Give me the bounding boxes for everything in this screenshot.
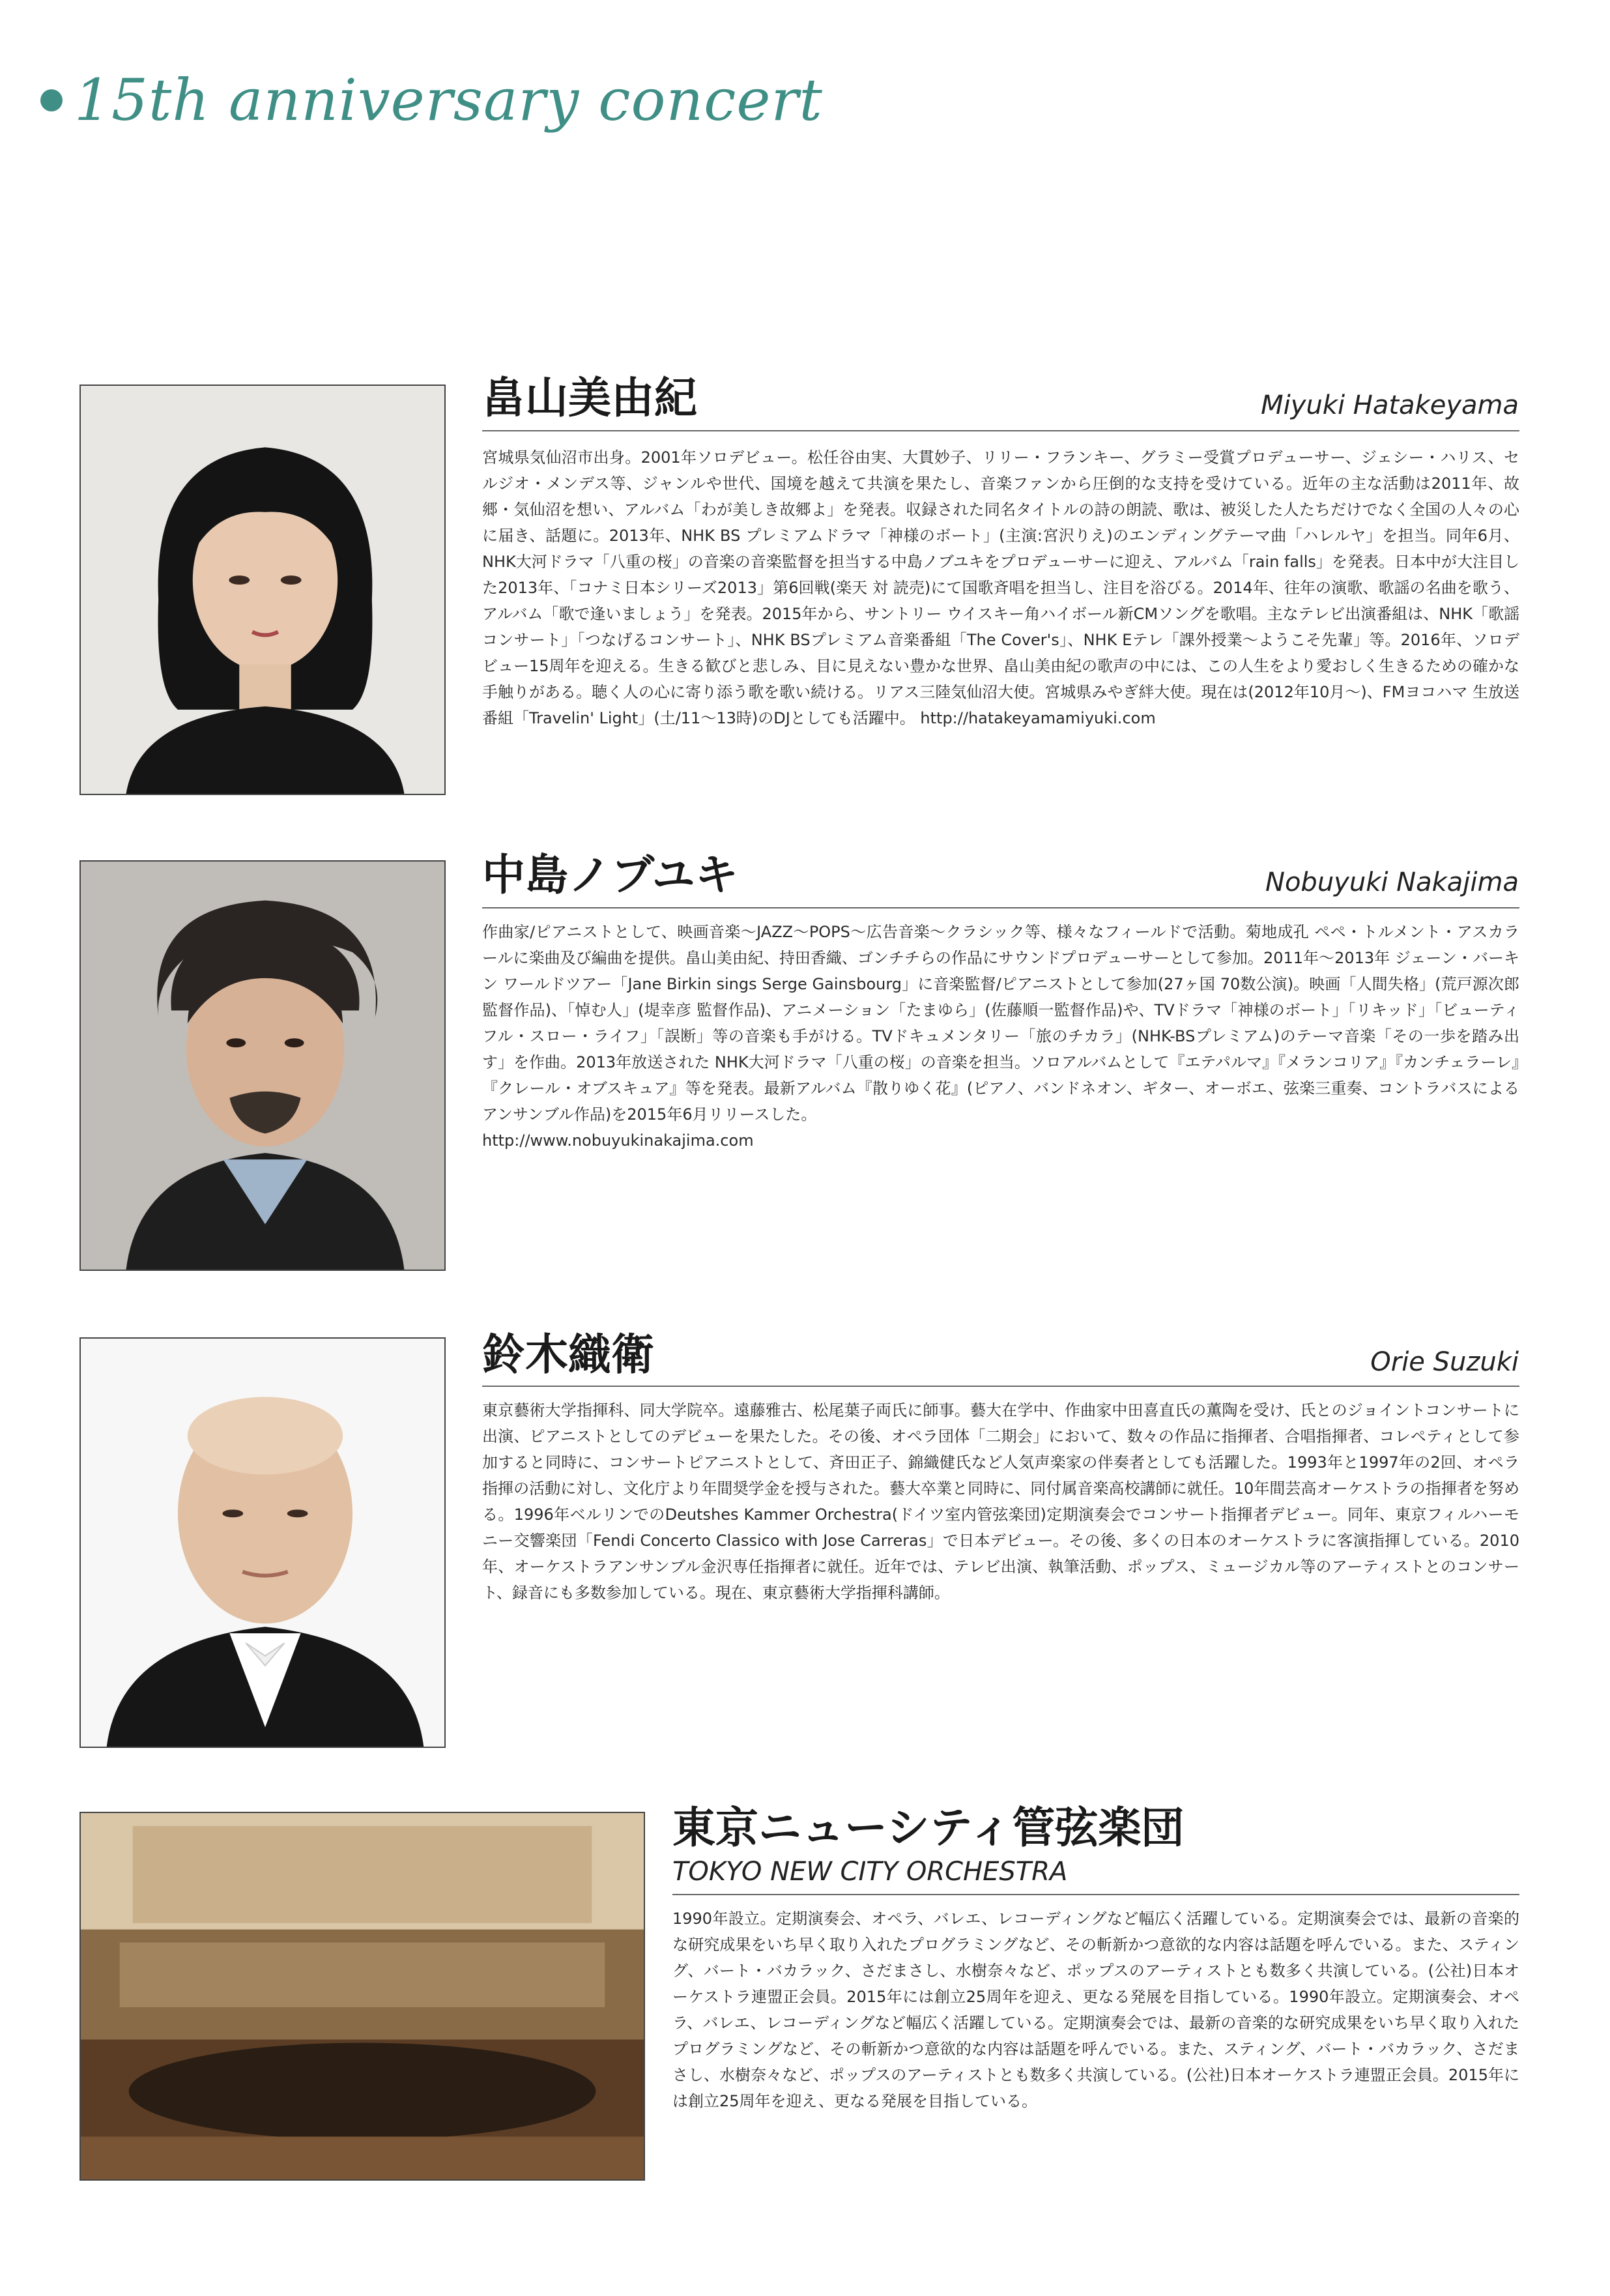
portrait-conductor-icon xyxy=(81,1339,444,1747)
divider xyxy=(482,1386,1519,1387)
performer-bio xyxy=(482,919,1519,1154)
photo-nobuyuki-nakajima xyxy=(79,860,446,1271)
performer-bio: 1990年設立。定期演奏会、オペラ、バレエ、レコーディングなど幅広く活躍している。定期演奏会では、最新の音楽的な研究成果をいち早く取り入れたプログラミングなど、その斬新かつ意欲的な内容は話題を呼んでいる。また、スティング、バート・バカラック、さだまさし、水樹奈々など、ポップスのアーティストとも数多く共演している。(公社)日本オーケストラ連盟正会員。2015年には創立25周年を迎え、更なる発展を目指している。1990年設立。定期演奏会、オペラ、バレエ、レコーディングなど幅広く活躍している。定期演奏会では、最新の音楽的な研究成果をいち早く取り入れたプログラミングなど、その斬新かつ意欲的な内容は話題を呼んでいる。また、スティング、バート・バカラック、さだまさし、水樹奈々など、ポップスのアーティストとも数多く共演している。(公社)日本オーケストラ連盟正会員。2015年には創立25周年を迎え、更なる発展を目指している。 xyxy=(672,1910,1519,2110)
portrait-man-icon xyxy=(81,862,444,1270)
performer-name: 東京ニューシティ管弦楽団 xyxy=(672,1803,1185,1853)
bio-text: 作曲家/ピアニストとして、映画音楽〜JAZZ〜POPS〜広告音楽〜クラシック等、様々なフィールドで活動。菊地成孔 ペペ・トルメント・アスカラールに楽曲及び編曲を提供。畠山美由紀、持田香織、ゴンチチらの作品にサウンドプロデューサーとして参加。2011年〜2013年 ジェーン・バーキン ワールドツアー「Jane Birkin sings Serge Gainsbourg」に音楽監督/ピアニストとして参加(27ヶ国 70数公演)。映画「人間失格」(荒戸源次郎 監督作品)、「悼む人」(堤幸彦 監督作品)、アニメーション「たまゆら」(佐藤順一監督作品)や、TVドラマ「神様のボート」「リキッド」「ビューティフル・スロー・ライフ」「誤断」等の音楽も手がける。TVドキュメンタリー「旅のチカラ」(NHK-BSプレミアム)のテーマ音楽「その一歩を踏み出す」を作曲。2013年放送された NHK大河ドラマ「八重の桜」の音楽を担当。ソロアルバムとして『エテパルマ』『メランコリア』『カンチェラーレ』『クレール・オブスキュア』等を発表。最新アルバム『散りゆく花』(ピアノ、バンドネオン、ギター、オーボエ、弦楽三重奏、コントラバスによるアンサンブル作品)を2015年6月リリースした。 xyxy=(482,923,1520,1124)
photo-orie-suzuki xyxy=(79,1337,446,1748)
performer-roman-name: Orie Suzuki xyxy=(1370,1347,1519,1377)
performer-name: 中島ノブユキ xyxy=(482,850,738,900)
page-header xyxy=(40,66,823,134)
photo-miyuki-hatakeyama xyxy=(79,385,446,795)
performer-name: 鈴木織衛 xyxy=(482,1330,654,1380)
bullet-dot-icon xyxy=(40,89,63,111)
performer-roman-name: TOKYO NEW CITY ORCHESTRA xyxy=(672,1857,1068,1887)
divider xyxy=(482,430,1519,431)
website-link[interactable]: http://www.nobuyukinakajima.com xyxy=(482,1131,754,1150)
portrait-woman-icon xyxy=(81,386,444,794)
performer-bio: 宮城県気仙沼市出身。2001年ソロデビュー。松任谷由実、大貫妙子、リリー・フランキー、グラミー受賞プロデューサー、ジェシー・ハリス、セルジオ・メンデス等、ジャンルや世代、国境を越えて共演を果たし、音楽ファンから圧倒的な支持を受けている。近年の主な活動は2011年、故郷・気仙沼を想い、アルバム「わが美しき故郷よ」を発表。収録された同名タイトルの詩の朗読、歌は、被災した人たちだけでなく全国の人々の心に届き、話題に。2013年、NHK BS プレミアムドラマ「神様のボート」(主演:宮沢りえ)のエンディングテーマ曲「ハレルヤ」を担当。同年6月、NHK大河ドラマ「八重の桜」の音楽の音楽監督を担当する中島ノブユキをプロデューサーに迎え、アルバム「rain falls」を発表。日本中が大注目した2013年、「コナミ日本シリーズ2013」第6回戦(楽天 対 読売)にて国歌斉唱を担当し、注目を浴びる。2014年、往年の演歌、歌謡の名曲を歌う、アルバム「歌で逢いましょう」を発表。2015年から、サントリー ウイスキー角ハイボール新CMソングを歌唱。主なテレビ出演番組は、NHK「歌謡コンサート」「つなげるコンサート」、NHK BSプレミアム音楽番組「The Cover's」、NHK Eテレ「課外授業〜ようこそ先輩」等。2016年、ソロデビュー15周年を迎える。生きる歓びと悲しみ、目に見えない豊かな世界、畠山美由紀の歌声の中には、この人生をより愛おしく生きるための確かな手触りがある。聴く人の心に寄り添う歌を歌い続ける。リアス三陸気仙沼大使。宮城県みやぎ絆大使。現在は(2012年10月〜)、FMヨコハマ 生放送番組「Travelin' Light」(土/11〜13時)のDJとしても活躍中。 http://hatakeyamamiyuki.com xyxy=(482,448,1519,727)
photo-tokyo-new-city-orchestra xyxy=(79,1812,645,2181)
performer-roman-name: Nobuyuki Nakajima xyxy=(1265,867,1519,897)
performer-roman-name: Miyuki Hatakeyama xyxy=(1261,390,1519,420)
divider xyxy=(482,907,1519,908)
performer-bio: 東京藝術大学指揮科、同大学院卒。遠藤雅古、松尾葉子両氏に師事。藝大在学中、作曲家中田喜直氏の薫陶を受け、氏とのジョイントコンサートに出演、ピアニストとしてのデビューを果たした。その後、オペラ団体「二期会」において、数々の作品に指揮者、合唱指揮者、コレペティとして参加すると同時に、コンサートピアニストとして、斉田正子、錦織健氏など人気声楽家の伴奏者としても活躍した。1993年と1997年の2回、オペラ指揮の活動に対し、文化庁より年間奨学金を授与された。藝大卒業と同時に、同付属音楽高校講師に就任。10年間芸高オーケストラの指揮者を努める。1996年ベルリンでのDeutshes Kammer Orchestra(ドイツ室内管弦楽団)定期演奏会でコンサート指揮者デビュー。同年、東京フィルハーモニー交響楽団「Fendi Concerto Classico with Jose Carreras」で日本デビュー。その後、多くの日本のオーケストラに客演指揮している。2010年、オーケストラアンサンブル金沢専任指揮者に就任。近年では、テレビ出演、執筆活動、ポップス、ミュージカル等のアーティストとのコンサート、録音にも多数参加している。現在、東京藝術大学指揮科講師。 xyxy=(482,1401,1519,1602)
divider xyxy=(672,1894,1519,1895)
concert-hall-icon xyxy=(81,1813,644,2179)
performer-name: 畠山美由紀 xyxy=(482,373,697,423)
page-title: 15th anniversary concert xyxy=(74,66,823,134)
